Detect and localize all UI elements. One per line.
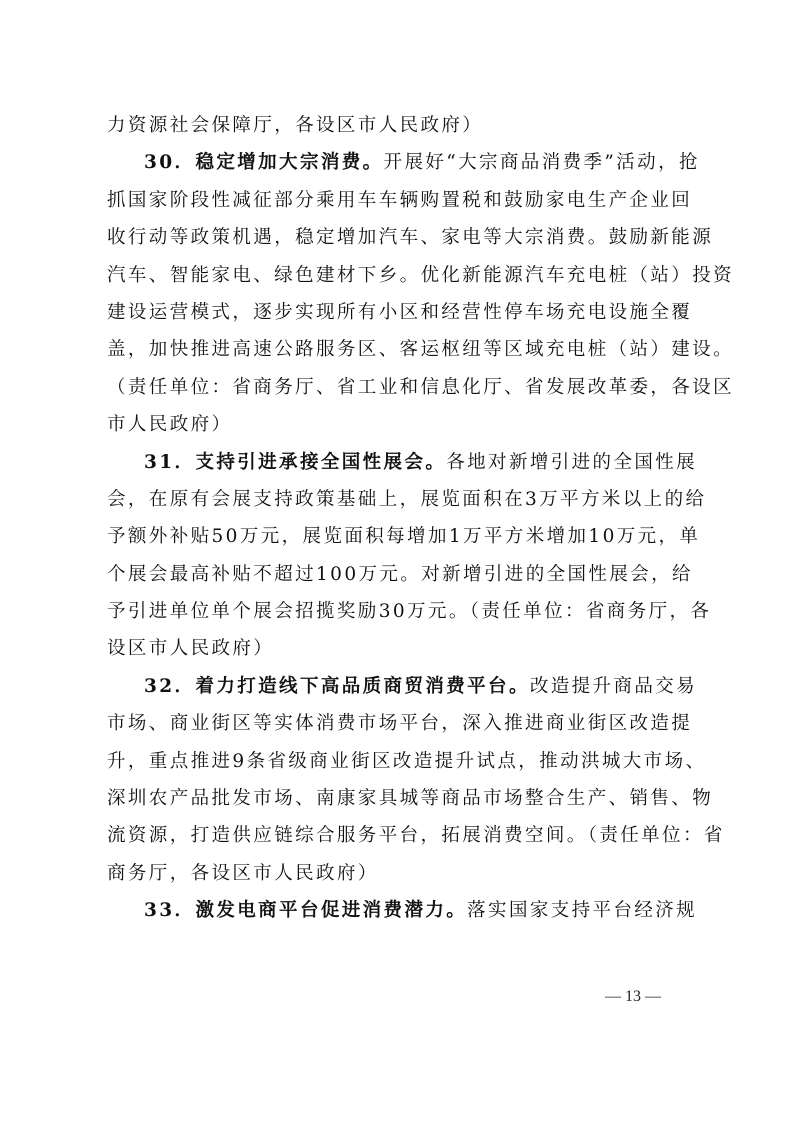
body-line: 收行动等政策机遇，稳定增加汽车、家电等大宗消费。鼓励新能源	[107, 227, 714, 249]
body-line: 流资源，打造供应链综合服务平台，拓展消费空间。（责任单位：省	[107, 825, 725, 847]
body-line: 市人民政府）	[107, 414, 233, 436]
document-body	[107, 107, 735, 930]
body-line: 力资源社会保障厅，各设区市人民政府）	[107, 115, 484, 136]
section-30-heading: 30．稳定增加大宗消费。	[144, 152, 384, 174]
body-line: 深圳农产品批发市场、南康家具城等商品市场整合生产、销售、物	[107, 788, 714, 810]
section-31-first-line: 31．支持引进承接全国性展会。各地对新增引进的全国性展	[144, 451, 698, 473]
body-line: 设区市人民政府）	[107, 638, 275, 660]
section-33-heading: 33．激发电商平台促进消费潜力。	[144, 900, 468, 922]
body-line: 汽车、智能家电、绿色建材下乡。优化新能源汽车充电桩（站）投资	[107, 264, 735, 286]
body-line: 商务厅，各设区市人民政府）	[107, 862, 379, 884]
section-30-first-line: 30．稳定增加大宗消费。开展好“大宗商品消费季”活动，抢	[144, 152, 700, 174]
body-line: 予引进单位单个展会招揽奖励30万元。（责任单位：省商务厅，各	[107, 601, 712, 623]
page-number: — 13 —	[605, 988, 661, 1005]
body-line: （责任单位：省商务厅、省工业和信息化厅、省发展改革委，各设区	[107, 376, 735, 398]
body-line: 盖，加快推进高速公路服务区、客运枢纽等区域充电桩（站）建设。	[107, 339, 735, 361]
section-32-heading: 32．着力打造线下高品质商贸消费平台。	[144, 675, 530, 697]
section-32-first-line: 32．着力打造线下高品质商贸消费平台。改造提升商品交易	[144, 675, 698, 697]
body-line: 市场、商业街区等实体消费市场平台，深入推进商业街区改造提	[107, 713, 693, 735]
body-line: 抓国家阶段性减征部分乘用车车辆购置税和鼓励家电生产企业回	[107, 189, 693, 211]
section-33-first-line: 33．激发电商平台促进消费潜力。落实国家支持平台经济规	[144, 900, 698, 922]
body-line: 会，在原有会展支持政策基础上，展览面积在3万平方米以上的给	[107, 488, 707, 510]
section-31-heading: 31．支持引进承接全国性展会。	[144, 451, 447, 473]
body-line: 予额外补贴50万元，展览面积每增加1万平方米增加10万元，单	[107, 526, 701, 548]
body-line: 建设运营模式，逐步实现所有小区和经营性停车场充电设施全覆	[107, 301, 693, 323]
body-line: 个展会最高补贴不超过100万元。对新增引进的全国性展会，给	[107, 563, 693, 585]
body-line: 升，重点推进9条省级商业街区改造提升试点，推动洪城大市场、	[107, 750, 707, 772]
